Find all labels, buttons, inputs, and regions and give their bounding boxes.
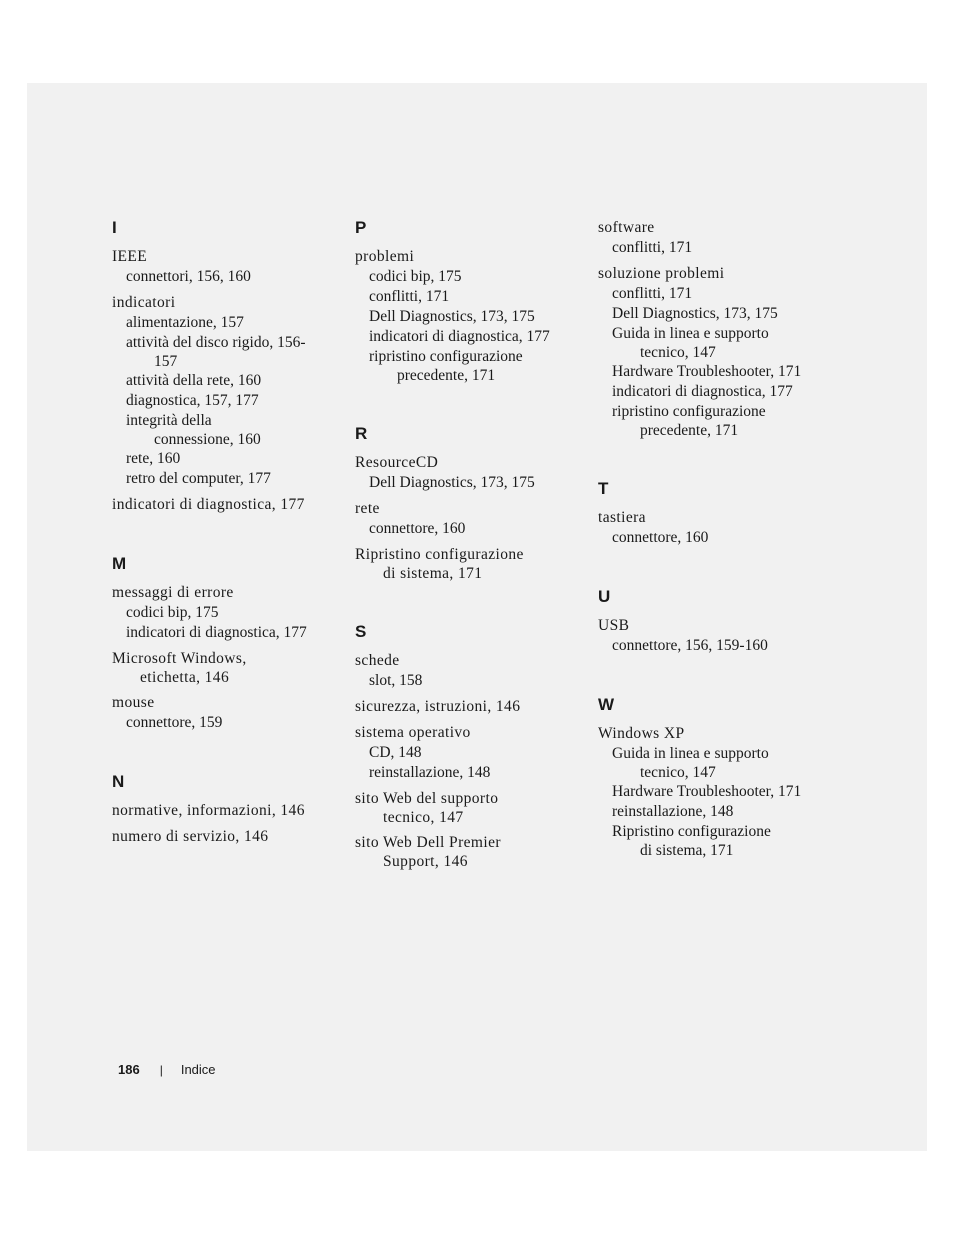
sub-entry: alimentazione, 157 [126, 314, 244, 331]
index-entry-problemi [355, 247, 580, 385]
entry-continuation: etichetta, 146 [140, 669, 230, 686]
sub-entry: indicatori di diagnostica, 177 [369, 328, 550, 345]
sub-entry: Hardware Troubleshooter, 171 [612, 363, 802, 380]
index-entry-rete [355, 499, 580, 539]
page-footer [118, 1062, 216, 1077]
index-column-3 [598, 218, 823, 860]
sub-entry-text: attività del disco rigido, 156- [126, 334, 306, 351]
entry-term: messaggi di errore [112, 584, 234, 601]
sub-entry: rete, 160 [126, 450, 181, 467]
sub-entry: codici bip, 175 [126, 604, 219, 621]
entry-term: numero di servizio, 146 [112, 828, 269, 845]
sub-entry-text: ripristino configurazione [369, 348, 523, 365]
sub-entry-continuation: precedente, 171 [640, 422, 739, 439]
entry-term: soluzione problemi [598, 265, 725, 282]
entry-term: software [598, 219, 655, 236]
index-entry-software [598, 218, 823, 258]
index-entry-tastiera [598, 508, 823, 548]
sub-entry [112, 333, 337, 371]
entry-term: indicatori [112, 294, 176, 311]
sub-entry: indicatori di diagnostica, 177 [126, 624, 307, 641]
footer-separator: | [159, 1062, 163, 1077]
index-entry-numero-servizio [112, 827, 337, 847]
entry-term: ResourceCD [355, 454, 439, 471]
section-name: Indice [180, 1062, 216, 1077]
section-heading-r: R [355, 424, 368, 443]
index-entry-schede [355, 651, 580, 691]
sub-entry: attività della rete, 160 [126, 372, 262, 389]
index-entry-ieee [112, 247, 337, 287]
index-entry-normative [112, 801, 337, 821]
sub-entry: reinstallazione, 148 [369, 764, 491, 781]
entry-term: Windows XP [598, 725, 685, 742]
entry-term: sistema operativo [355, 724, 471, 741]
sub-entry-text: integrità della [126, 412, 212, 429]
entry-term: problemi [355, 248, 415, 265]
entry-term: indicatori di diagnostica, 177 [112, 496, 305, 513]
sub-entry: connettore, 159 [126, 714, 223, 731]
sub-entry: slot, 158 [369, 672, 423, 689]
sub-entry-text: Guida in linea e supporto [612, 325, 769, 342]
sub-entry: CD, 148 [369, 744, 422, 761]
sub-entry: Dell Diagnostics, 173, 175 [369, 474, 535, 491]
sub-entry: connettore, 156, 159-160 [612, 637, 768, 654]
sub-entry: connettori, 156, 160 [126, 268, 251, 285]
sub-entry: connettore, 160 [612, 529, 709, 546]
entry-term: sito Web del supporto [355, 790, 499, 807]
sub-entry: conflitti, 171 [612, 285, 693, 302]
index-column-2 [355, 218, 580, 871]
index-column-1 [112, 218, 337, 847]
section-heading-w: W [598, 695, 615, 714]
entry-term: IEEE [112, 248, 148, 265]
section-heading-s: S [355, 622, 367, 641]
sub-entry: diagnostica, 157, 177 [126, 392, 259, 409]
section-heading-m: M [112, 554, 127, 573]
entry-term: Microsoft Windows, [112, 650, 247, 667]
index-entry-soluzione-problemi [598, 264, 823, 440]
entry-continuation: tecnico, 147 [383, 809, 464, 826]
sub-entry: conflitti, 171 [369, 288, 450, 305]
sub-entry-continuation: connessione, 160 [154, 431, 261, 448]
index-entry-resourcecd [355, 453, 580, 493]
section-heading-i: I [112, 218, 117, 237]
sub-entry-text: Ripristino configurazione [612, 823, 771, 840]
sub-entry: Dell Diagnostics, 173, 175 [612, 305, 778, 322]
index-entry-sicurezza [355, 697, 580, 717]
entry-term: tastiera [598, 509, 646, 526]
page-number: 186 [118, 1062, 140, 1077]
entry-term: Ripristino configurazione [355, 546, 524, 563]
sub-entry [598, 402, 823, 440]
sub-entry: conflitti, 171 [612, 239, 693, 256]
entry-continuation: Support, 146 [383, 853, 468, 870]
sub-entry [355, 347, 580, 385]
index-entry-messaggi [112, 583, 337, 643]
index-entry-ripristino [355, 545, 580, 583]
index-entry-usb [598, 616, 823, 656]
sub-entry: indicatori di diagnostica, 177 [612, 383, 793, 400]
entry-continuation: di sistema, 171 [383, 565, 483, 582]
index-entry-microsoft-windows [112, 649, 337, 687]
index-entry-sistema-operativo [355, 723, 580, 783]
sub-entry: codici bip, 175 [369, 268, 462, 285]
entry-term: sicurezza, istruzioni, 146 [355, 698, 521, 715]
entry-term: schede [355, 652, 400, 669]
sub-entry: Dell Diagnostics, 173, 175 [369, 308, 535, 325]
entry-term: rete [355, 500, 380, 517]
sub-entry-continuation: di sistema, 171 [640, 842, 734, 859]
index-entry-sito-web-supporto [355, 789, 580, 827]
sub-entry-continuation: 157 [154, 353, 178, 370]
sub-entry: reinstallazione, 148 [612, 803, 734, 820]
section-heading-t: T [598, 479, 609, 498]
entry-term: sito Web Dell Premier [355, 834, 501, 851]
sub-entry-continuation: precedente, 171 [397, 367, 496, 384]
sub-entry [598, 744, 823, 782]
sub-entry-text: ripristino configurazione [612, 403, 766, 420]
section-heading-u: U [598, 587, 611, 606]
section-heading-n: N [112, 772, 125, 791]
sub-entry [598, 822, 823, 860]
section-heading-p: P [355, 218, 367, 237]
sub-entry: connettore, 160 [369, 520, 466, 537]
entry-term: USB [598, 617, 630, 634]
sub-entry-continuation: tecnico, 147 [640, 764, 716, 781]
index-entry-mouse [112, 693, 337, 733]
sub-entry [112, 411, 337, 449]
index-entry-sito-web-premier [355, 833, 580, 871]
entry-term: mouse [112, 694, 155, 711]
sub-entry-text: Guida in linea e supporto [612, 745, 769, 762]
entry-term: normative, informazioni, 146 [112, 802, 305, 819]
sub-entry [598, 324, 823, 362]
sub-entry: retro del computer, 177 [126, 470, 271, 487]
index-entry-indicatori-diagnostica [112, 495, 337, 515]
index-entry-indicatori [112, 293, 337, 489]
sub-entry-continuation: tecnico, 147 [640, 344, 716, 361]
sub-entry: Hardware Troubleshooter, 171 [612, 783, 802, 800]
index-entry-windows-xp [598, 724, 823, 860]
